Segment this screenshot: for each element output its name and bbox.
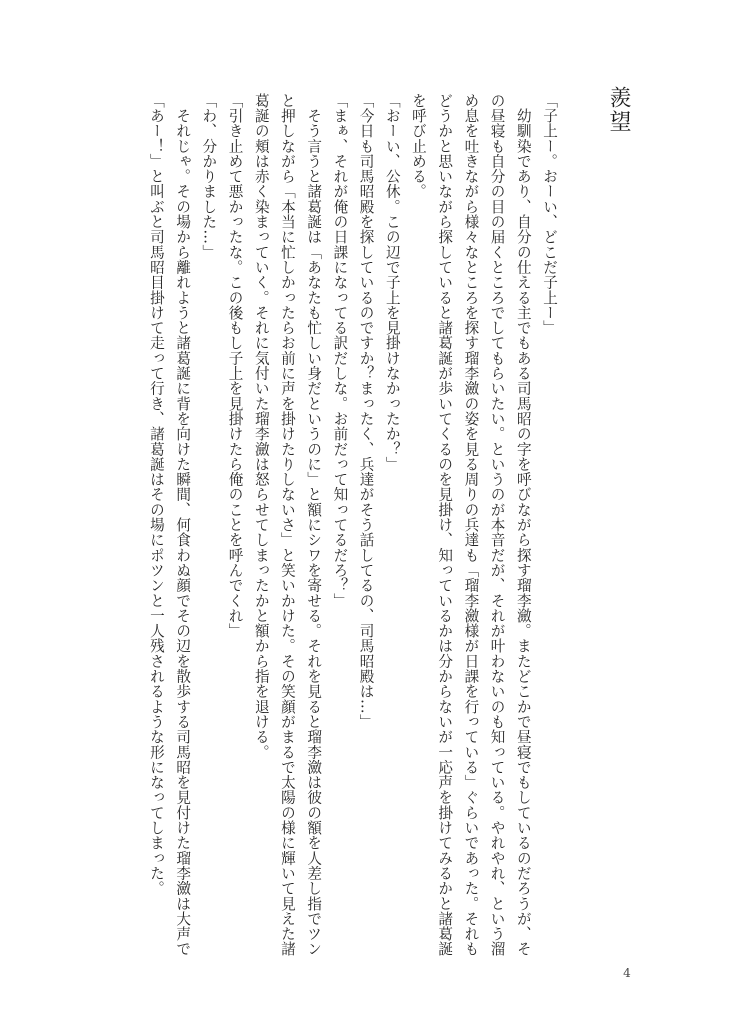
- paragraph: 「子上ー。おーい、どこだ子上ー」: [541, 93, 558, 336]
- paragraph: 幼馴染であり、自分の仕える主でもある司馬昭の字を呼びながら探す瑠李瀲。またどこかで昼寝でもしているのだろうが、その昼寝も自分の目の届くところでしてもらいたい。というのが本音だが、それが叶わないのも知っている。やれやれ、という溜め息を吐きながら様々なところを探す瑠李瀲の姿を見る周りの兵達も「瑠李瀲様が日課を行っている」ぐらいであった。それもどうかと思いながら探していると諸葛誕が歩いてくるのを見掛け、知っているかは分からないが一応声を掛けてみるかと諸葛誕を呼び止める。: [409, 93, 532, 957]
- paragraph: 「まぁ、それが俺の日課になってる訳だしな。お前だって知ってるだろ？」: [331, 93, 349, 609]
- paragraph: 「引き止めて悪かったな。この後もし子上を見掛けたら俺のことを呼んでくれ」: [226, 93, 244, 639]
- paragraph: 「わ、分かりました…」: [200, 93, 218, 260]
- paragraph: それじゃ。その場から離れようと諸葛誕に背を向けた瞬間、何食わぬ顔でその辺を散歩する司馬昭を見付けた瑠李瀲は大声で「あー！」と叫ぶと司馬昭目掛けて走って行き、諸葛誕はその場にポツンと一人残されるような形になってしまった。: [147, 93, 192, 957]
- paragraph: 「おーい、公休。この辺で子上を見掛けなかったか？」: [383, 93, 401, 472]
- page-title: 羨望: [606, 86, 631, 134]
- page-number: 4: [623, 966, 631, 980]
- paragraph: 「今日も司馬昭殿を探しているのですか？まったく、兵達がそう話してるの、司馬昭殿は…」: [357, 93, 375, 730]
- body-text: [92, 93, 562, 963]
- paragraph: そう言うと諸葛誕は「あなたも忙しい身だというのに」と額にシワを寄せる。それを見ると瑠李瀲は彼の額を人差し指でツンと押しながら「本当に忙しかったらお前に声を掛けたりしないさ」と笑いかけた。その笑顔がまるで太陽の様に輝いて見えた諸葛誕の頬は赤く染まっていく。それに気付いた瑠李瀲は怒らせてしまったかと額から指を退ける。: [252, 93, 323, 957]
